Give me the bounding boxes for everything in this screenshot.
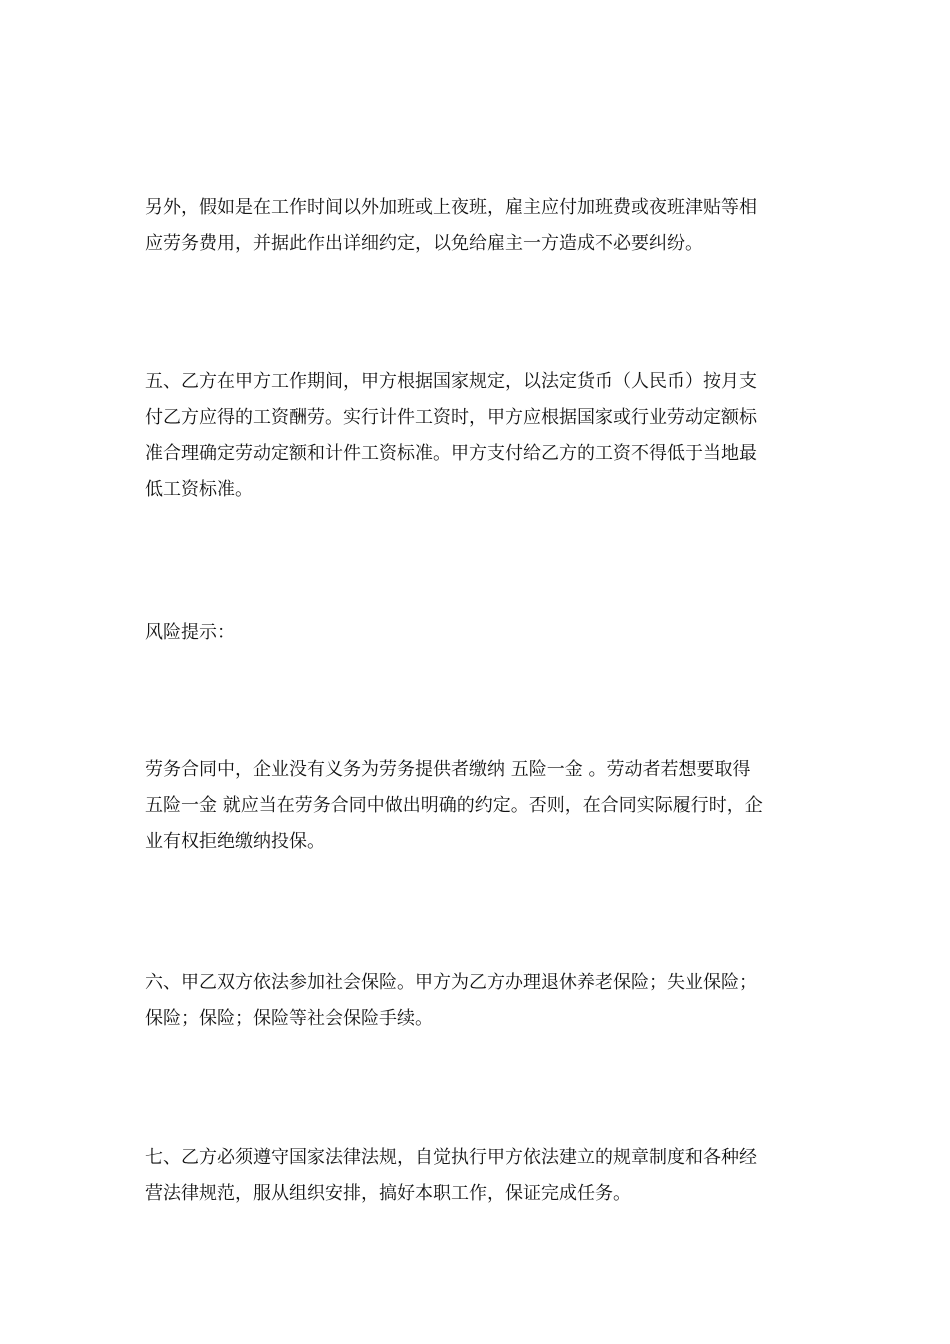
text-line: 营法律规范，服从组织安排，搞好本职工作，保证完成任务。 [145,1183,631,1204]
paragraph-clause-5 [145,364,810,508]
text-line: 保险；保险；保险等社会保险手续。 [145,1008,433,1029]
paragraph-clause-7 [145,1140,810,1212]
text-line: 准合理确定劳动定额和计件工资标准。甲方支付给乙方的工资不得低于当地最 [145,443,757,464]
text-line: 风险提示： [145,622,235,643]
text-line: 七、乙方必须遵守国家法律法规，自觉执行甲方依法建立的规章制度和各种经 [145,1147,757,1168]
paragraph-clause-6 [145,965,810,1037]
paragraph-risk-note [145,752,810,860]
paragraph-risk-heading [145,615,810,651]
paragraph-overtime-note [145,190,810,262]
text-line: 劳务合同中，企业没有义务为劳务提供者缴纳 五险一金 。劳动者若想要取得 [145,759,751,780]
text-line: 低工资标准。 [145,479,253,500]
text-line: 六、甲乙双方依法参加社会保险。甲方为乙方办理退休养老保险；失业保险； [145,972,757,993]
text-line: 另外，假如是在工作时间以外加班或上夜班，雇主应付加班费或夜班津贴等相 [145,197,757,218]
text-line: 付乙方应得的工资酬劳。实行计件工资时，甲方应根据国家或行业劳动定额标 [145,407,757,428]
text-line: 五险一金 就应当在劳务合同中做出明确的约定。否则，在合同实际履行时，企 [145,795,763,816]
text-line: 应劳务费用，并据此作出详细约定，以免给雇主一方造成不必要纠纷。 [145,233,703,254]
text-line: 五、乙方在甲方工作期间，甲方根据国家规定，以法定货币（人民币）按月支 [145,371,757,392]
text-line: 业有权拒绝缴纳投保。 [145,831,325,852]
